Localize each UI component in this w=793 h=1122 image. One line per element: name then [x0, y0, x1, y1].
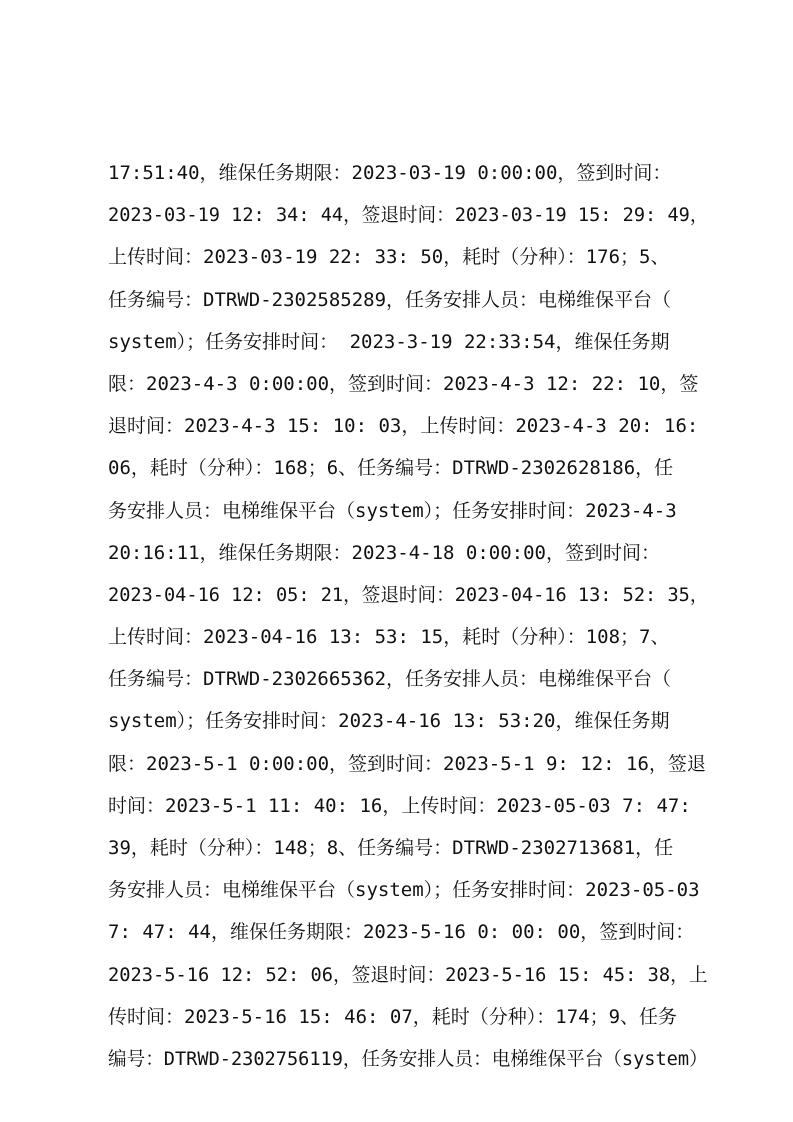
text-line: 06，耗时（分种）：168；6、任务编号：DTRWD-2302628186，任 — [108, 457, 674, 480]
text-line: 任务编号：DTRWD-2302665362，任务安排人员：电梯维保平台（ — [108, 668, 672, 691]
body-text — [108, 152, 708, 1080]
text-line: 2023-5-16 12: 52: 06，签退时间：2023-5-16 15: 45: 38，上 — [108, 963, 708, 986]
text-line: 17:51:40，维保任务期限：2023-03-19 0:00:00，签到时间： — [108, 162, 672, 184]
text-line: 上传时间：2023-03-19 22: 33: 50，耗时（分种）：176；5、 — [108, 246, 670, 269]
text-line: 务安排人员：电梯维保平台（system）；任务安排时间：2023-4-3 — [108, 499, 677, 522]
text-line: 传时间：2023-5-16 15: 46: 07，耗时（分种）：174；9、任务 — [108, 1005, 678, 1028]
text-line: 编号：DTRWD-2302756119，任务安排人员：电梯维保平台（system） — [108, 1047, 708, 1070]
text-line: 20:16:11，维保任务期限：2023-4-18 0:00:00，签到时间： — [108, 541, 660, 564]
text-line: 上传时间：2023-04-16 13: 53: 15，耗时（分种）：108；7、 — [108, 626, 670, 649]
text-line: system）；任务安排时间： 2023-3-19 22:33:54，维保任务期 — [108, 330, 670, 353]
text-line: 限：2023-4-3 0:00:00，签到时间：2023-4-3 12: 22: 10，签 — [108, 372, 699, 395]
text-line: 2023-04-16 12: 05: 21，签退时间：2023-04-16 13: 52: 35， — [108, 583, 709, 606]
text-line: system）；任务安排时间：2023-4-16 13: 53:20，维保任务期 — [108, 710, 670, 733]
text-line: 时间：2023-5-1 11: 40: 16，上传时间：2023-05-03 7: 47: — [108, 794, 691, 817]
text-line: 2023-03-19 12: 34: 44，签退时间：2023-03-19 15: 29: 49， — [108, 204, 709, 227]
text-line: 39，耗时（分种）：148；8、任务编号：DTRWD-2302713681，任 — [108, 837, 674, 859]
text-line: 退时间：2023-4-3 15: 10: 03，上传时间：2023-4-3 20: 16: — [108, 415, 699, 438]
text-line: 限：2023-5-1 0:00:00，签到时间：2023-5-1 9: 12: 16，签退 — [108, 752, 706, 775]
text-line: 务安排人员：电梯维保平台（system）；任务安排时间：2023-05-03 — [108, 879, 700, 902]
text-line: 任务编号：DTRWD-2302585289，任务安排人员：电梯维保平台（ — [108, 288, 672, 311]
text-line: 7: 47: 44，维保任务期限：2023-5-16 0: 00: 00，签到时间： — [108, 921, 695, 944]
